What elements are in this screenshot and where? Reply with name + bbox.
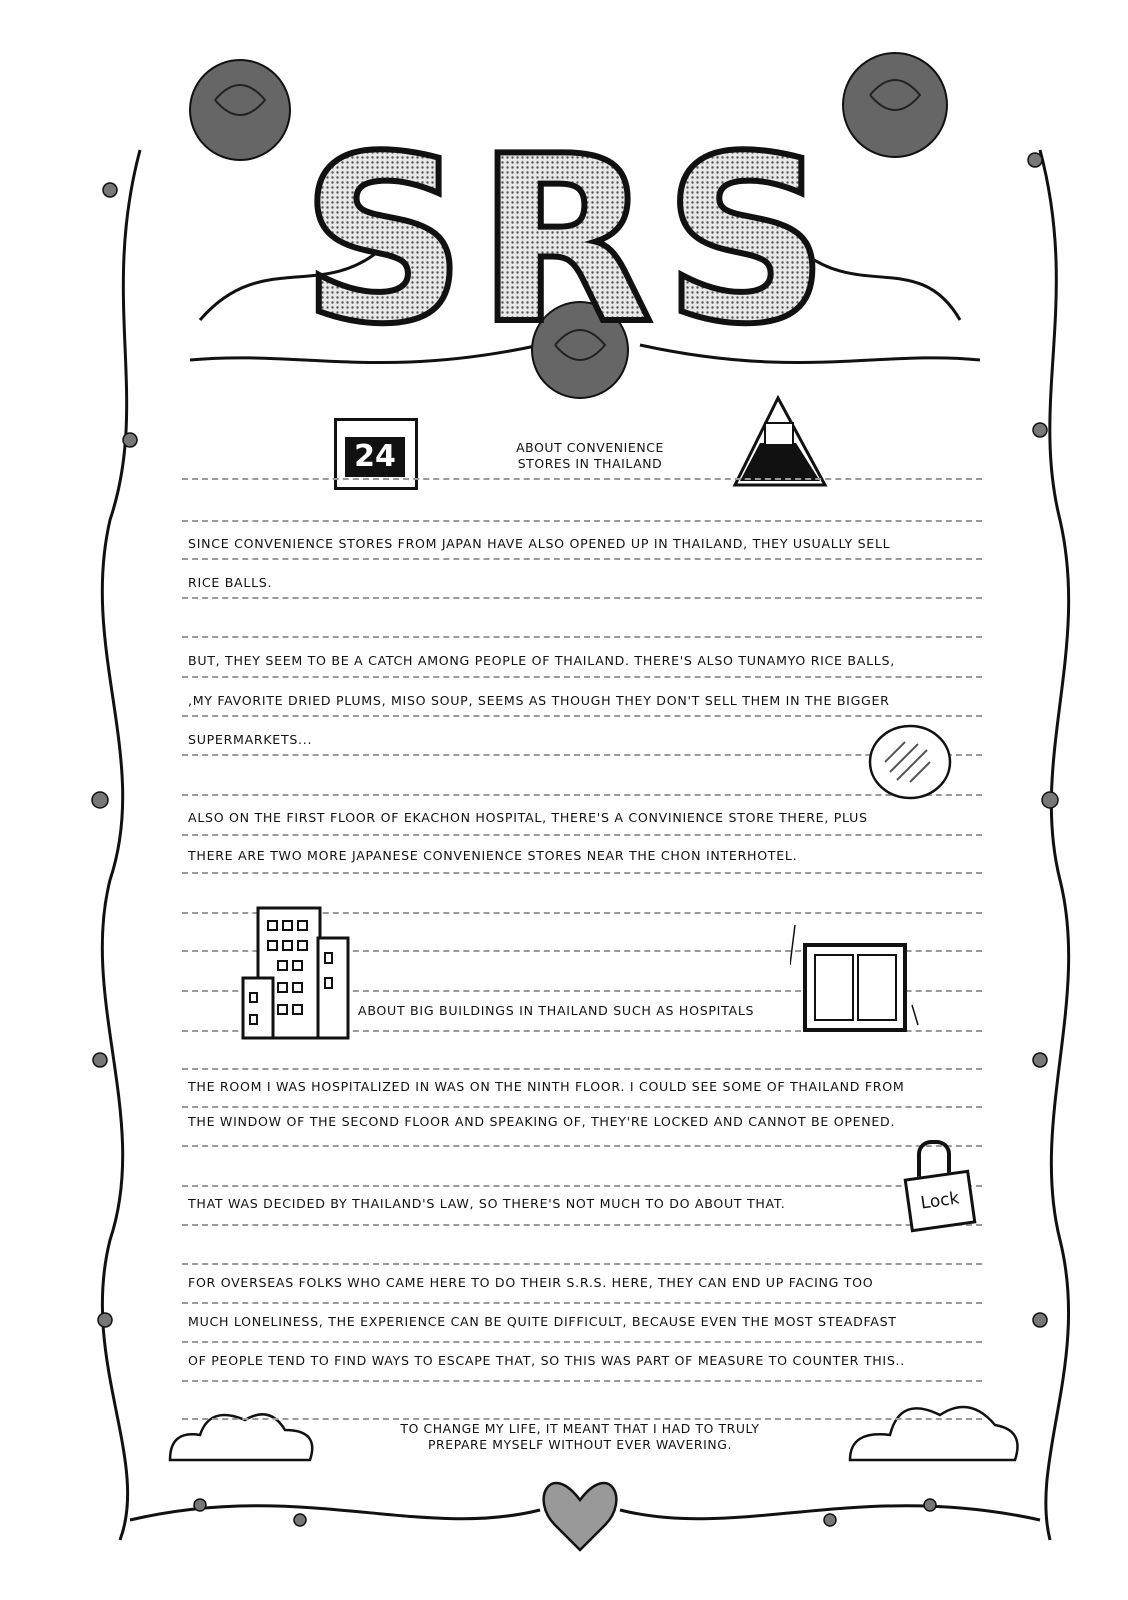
rule-line: [182, 676, 982, 678]
body-text-line: THE ROOM I WAS HOSPITALIZED IN WAS ON THE NINTH FLOOR. I COULD SEE SOME OF THAILAND FROM: [188, 1079, 905, 1094]
rule-line: [182, 1068, 982, 1070]
rule-line: [182, 1145, 982, 1147]
store-24-sign-text: 24: [345, 437, 405, 477]
rule-line: [182, 1380, 982, 1382]
heading-line: ABOUT CONVENIENCE: [516, 440, 664, 455]
body-text-line: SUPERMARKETS...: [188, 732, 313, 747]
rule-line: [182, 558, 982, 560]
body-text-line: THE WINDOW OF THE SECOND FLOOR AND SPEAKING OF, THEY'RE LOCKED AND CANNOT BE OPENED.: [188, 1114, 896, 1129]
body-text-line: BUT, THEY SEEM TO BE A CATCH AMONG PEOPLE OF THAILAND. THERE'S ALSO TUNAMYO RICE BALLS,: [188, 653, 895, 668]
heading-line: STORES IN THAILAND: [517, 456, 663, 471]
window-icon: [790, 925, 920, 1035]
body-text-line: ALSO ON THE FIRST FLOOR OF EKACHON HOSPITAL, THERE'S A CONVINIENCE STORE THERE, PLUS: [188, 810, 868, 825]
buildings-icon: [240, 903, 355, 1043]
section-heading-convenience-stores: [470, 440, 710, 472]
body-text-line: MUCH LONELINESS, THE EXPERIENCE CAN BE QUITE DIFFICULT, BECAUSE EVEN THE MOST STEADFAST: [188, 1314, 897, 1329]
rule-line: [182, 520, 982, 522]
body-text-line: THAT WAS DECIDED BY THAILAND'S LAW, SO THERE'S NOT MUCH TO DO ABOUT THAT.: [188, 1196, 786, 1211]
closing-text-line: TO CHANGE MY LIFE, IT MEANT THAT I HAD TO TRULY: [400, 1421, 760, 1436]
rose-left: [190, 60, 290, 160]
rule-line: [182, 1185, 982, 1187]
body-text-line: FOR OVERSEAS FOLKS WHO CAME HERE TO DO THEIR S.R.S. HERE, THEY CAN END UP FACING TOO: [188, 1275, 874, 1290]
cloud-right: [850, 1407, 1018, 1460]
section-heading-big-buildings: ABOUT BIG BUILDINGS IN THAILAND SUCH AS HOSPITALS: [358, 1003, 755, 1018]
body-text-line: THERE ARE TWO MORE JAPANESE CONVENIENCE STORES NEAR THE CHON INTERHOTEL.: [188, 848, 798, 863]
rule-line: [182, 478, 982, 480]
srs-title: SRS: [300, 120, 840, 350]
body-text-line: SINCE CONVENIENCE STORES FROM JAPAN HAVE ALSO OPENED UP IN THAILAND, THEY USUALLY SELL: [188, 536, 891, 551]
lock-icon: [905, 1140, 975, 1230]
rule-line: [182, 1341, 982, 1343]
rule-line: [182, 1263, 982, 1265]
rose-right: [843, 53, 947, 157]
closing-text-line: PREPARE MYSELF WITHOUT EVER WAVERING.: [427, 1437, 732, 1452]
rule-line: [182, 834, 982, 836]
rule-line: [182, 754, 982, 756]
rule-line: [182, 1302, 982, 1304]
round-rice-ball-icon: [865, 722, 955, 802]
body-text-line: RICE BALLS.: [188, 575, 273, 590]
closing-text: [340, 1421, 820, 1453]
rule-line: [182, 872, 982, 874]
rule-line: [182, 636, 982, 638]
rule-line: [182, 715, 982, 717]
body-text-line: ,MY FAVORITE DRIED PLUMS, MISO SOUP, SEEMS AS THOUGH THEY DON'T SELL THEM IN THE BIGGER: [188, 693, 890, 708]
body-text-line: OF PEOPLE TEND TO FIND WAYS TO ESCAPE THAT, SO THIS WAS PART OF MEASURE TO COUNTER THIS..: [188, 1353, 905, 1368]
rule-line: [182, 794, 982, 796]
rule-line: [182, 1418, 982, 1420]
rule-line: [182, 1224, 982, 1226]
rule-line: [182, 1106, 982, 1108]
cloud-left: [170, 1414, 312, 1460]
heart-ornament: [544, 1483, 617, 1550]
srs-title-logo: [290, 120, 850, 350]
lock-tag-text: Lock: [904, 1170, 977, 1233]
rule-line: [182, 597, 982, 599]
